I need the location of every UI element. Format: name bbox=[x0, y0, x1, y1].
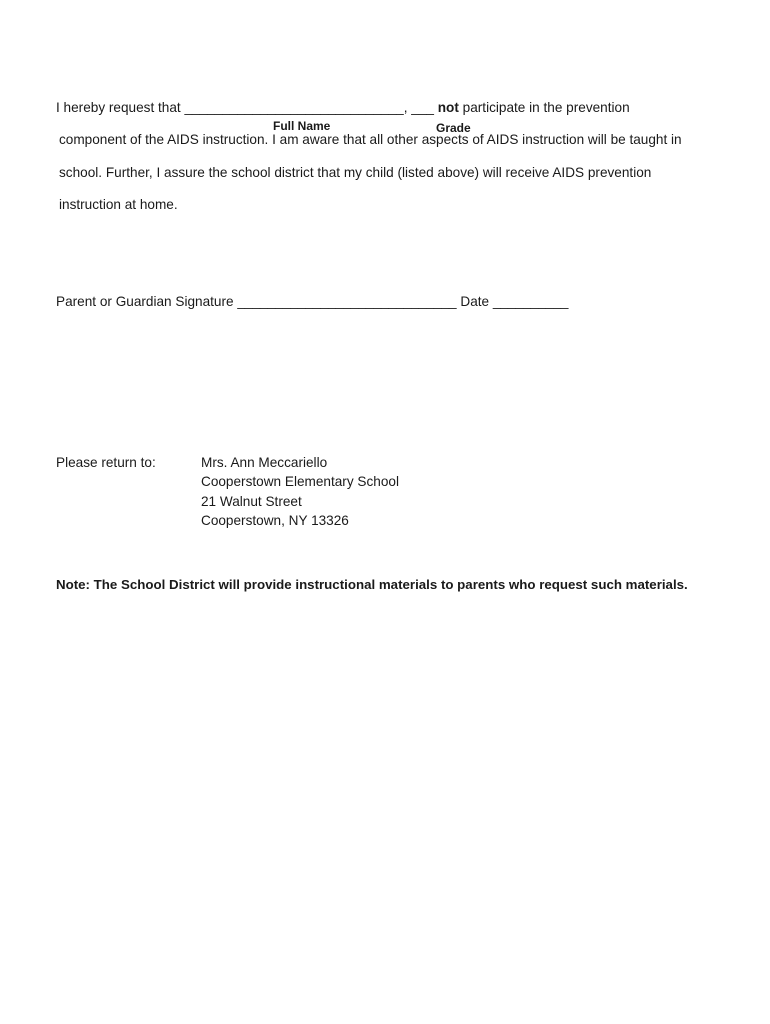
request-line-1-start: I hereby request that _____________________________, ___ bbox=[56, 100, 438, 115]
return-label: Please return to: bbox=[56, 455, 156, 470]
note-text: Note: The School District will provide instructional materials to parents who request such materials. bbox=[56, 577, 688, 592]
address-city: Cooperstown, NY 13326 bbox=[201, 513, 349, 528]
address-school: Cooperstown Elementary School bbox=[201, 474, 399, 489]
request-line-2: component of the AIDS instruction. I am aware that all other aspects of AIDS instruction will be taught in bbox=[59, 132, 682, 147]
address-street: 21 Walnut Street bbox=[201, 494, 302, 509]
request-line-4: instruction at home. bbox=[59, 197, 178, 212]
grade-label: Grade bbox=[436, 121, 471, 135]
request-line-1 bbox=[56, 99, 630, 117]
request-line-3: school. Further, I assure the school district that my child (listed above) will receive AIDS prevention bbox=[59, 165, 652, 180]
not-emphasis: not bbox=[437, 100, 459, 115]
full-name-label: Full Name bbox=[273, 119, 331, 133]
address-recipient: Mrs. Ann Meccariello bbox=[201, 455, 328, 470]
request-line-1-end: participate in the prevention bbox=[458, 100, 630, 115]
signature-line: Parent or Guardian Signature _____________________________ Date __________ bbox=[56, 294, 569, 309]
